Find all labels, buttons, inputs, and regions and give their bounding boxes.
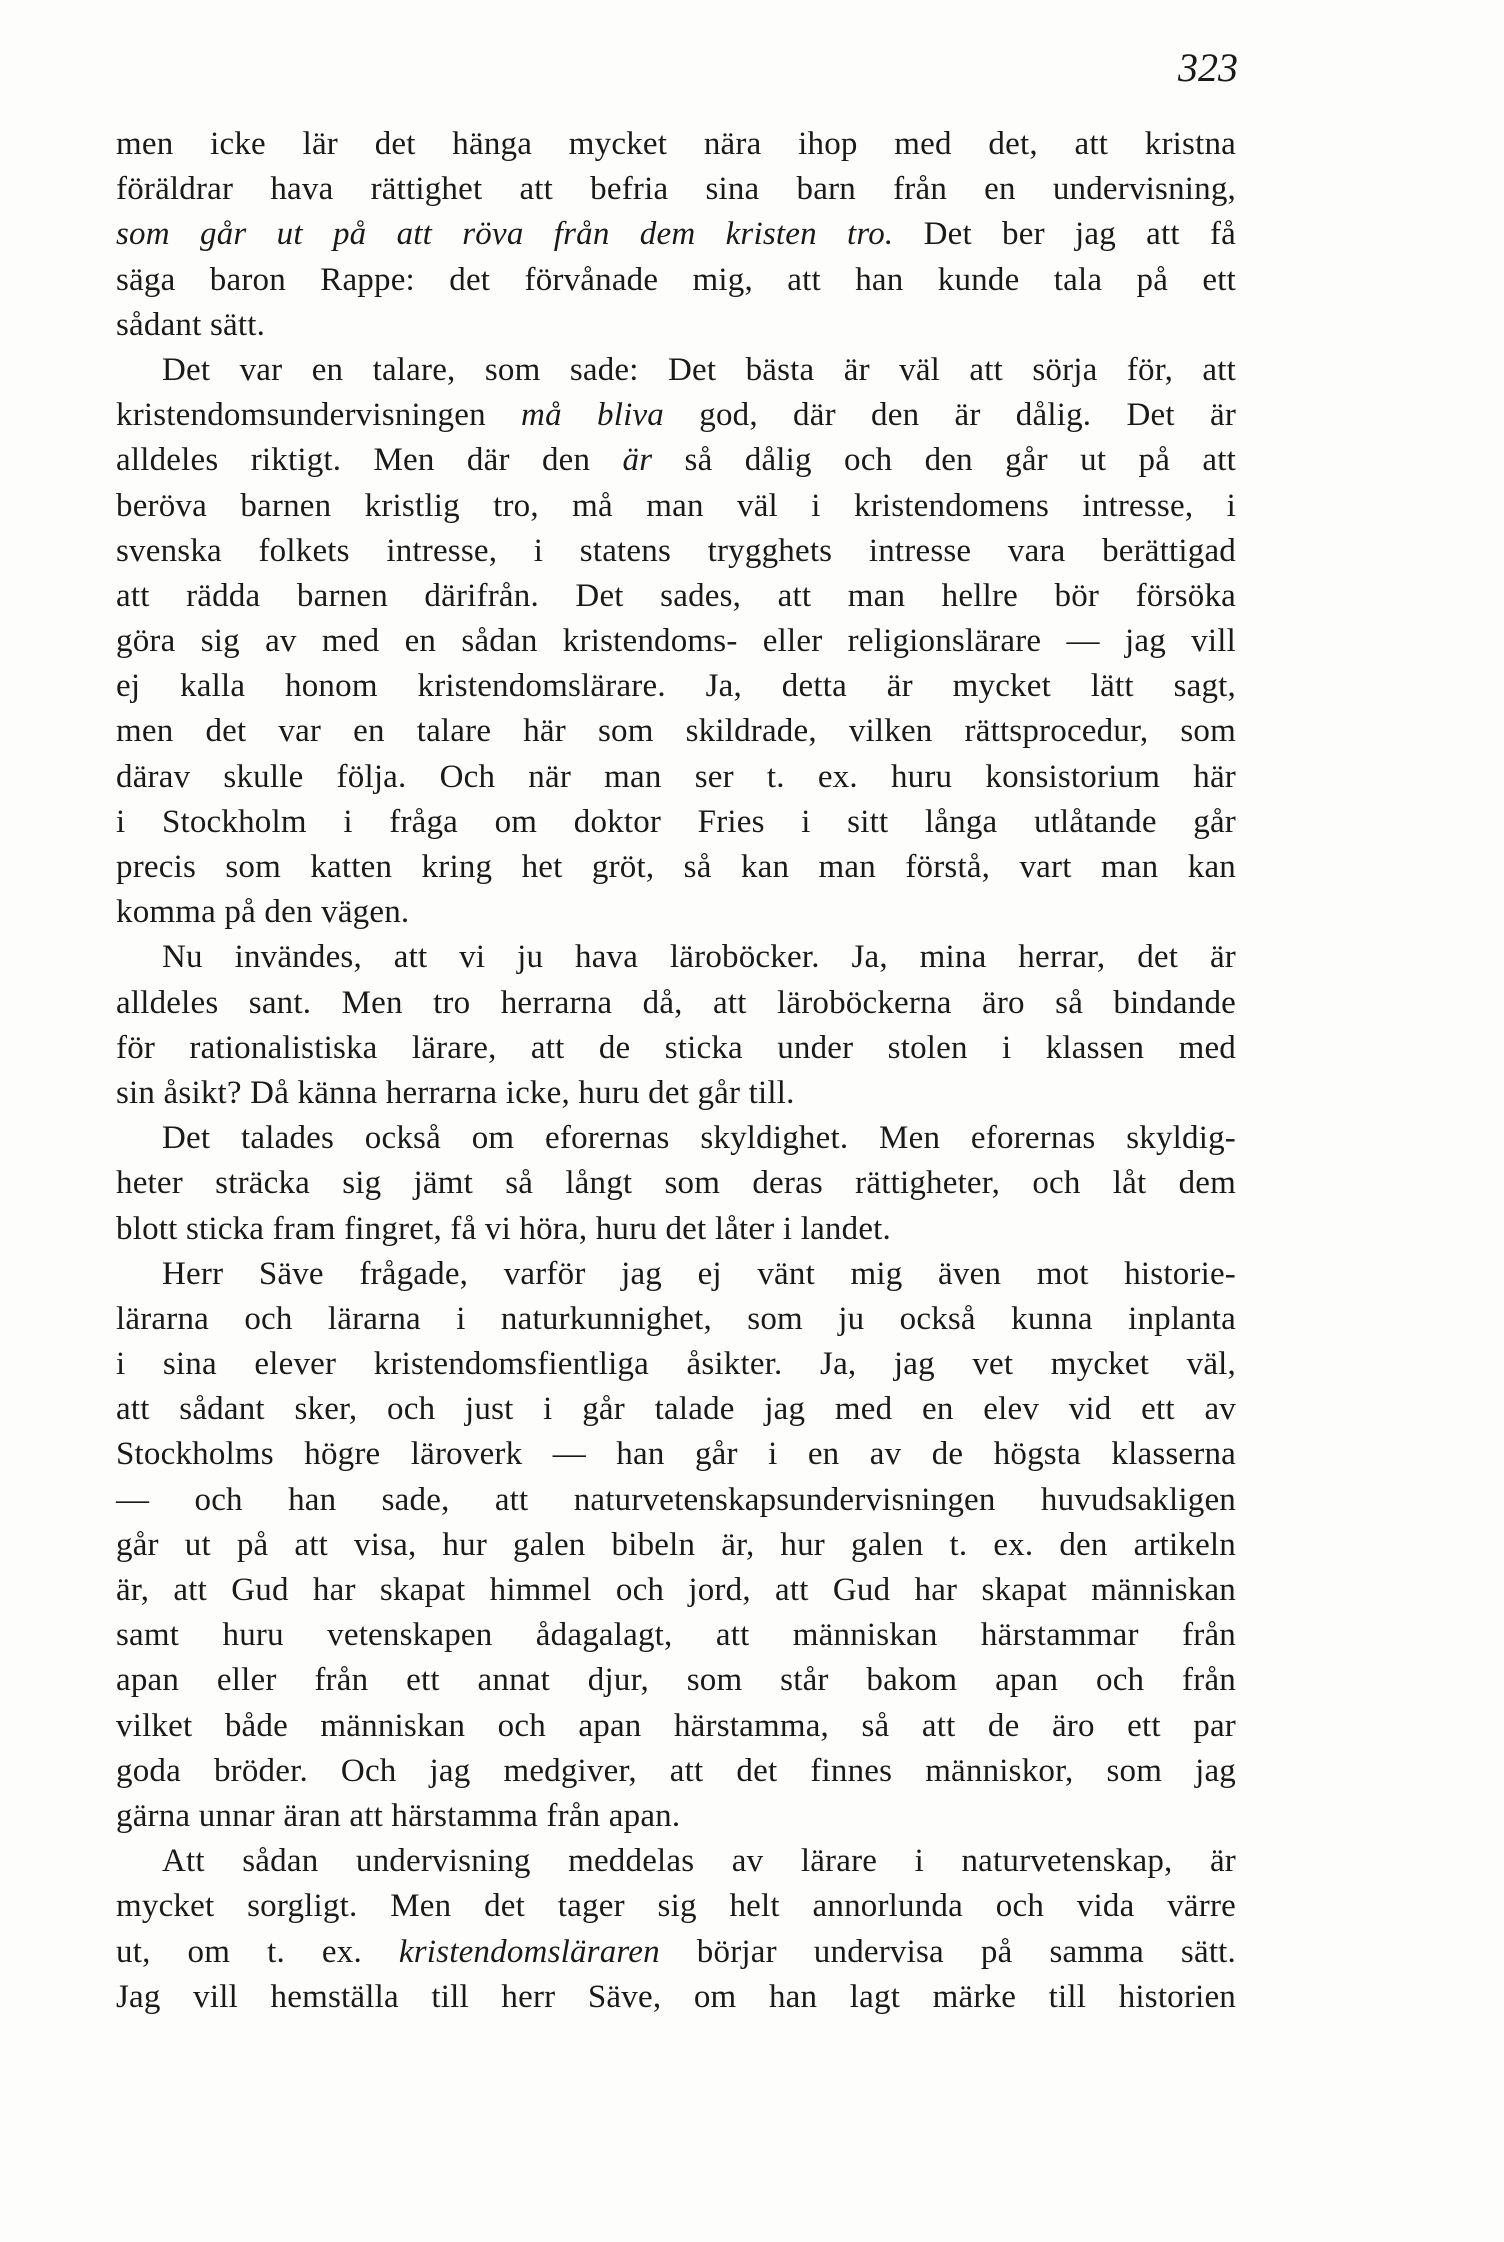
text-run: beröva barnen kristlig tro, må man väl i kristendomens intresse, i <box>116 487 1236 524</box>
text-run: sin åsikt? Då känna herrarna icke, huru det går till. <box>116 1074 795 1111</box>
text-line <box>116 845 1236 890</box>
text-run: Att sådan undervisning meddelas av lärare i naturvetenskap, är <box>162 1843 1236 1880</box>
text-line <box>116 755 1236 800</box>
text-run: vilket både människan och apan härstamma, så att de äro ett par <box>116 1707 1236 1744</box>
text-line <box>116 619 1236 664</box>
text-line <box>116 1658 1236 1703</box>
text-line <box>116 1387 1236 1432</box>
text-run: så dålig och den går ut på att <box>652 442 1236 479</box>
text-run: goda bröder. Och jag medgiver, att det finnes människor, som jag <box>116 1752 1236 1789</box>
text-run: apan eller från ett annat djur, som står bakom apan och från <box>116 1662 1236 1699</box>
text-run: Stockholms högre läroverk — han går i en av de högsta klasserna <box>116 1436 1236 1473</box>
text-line <box>116 1342 1236 1387</box>
text-line <box>116 1749 1236 1794</box>
text-run: för rationalistiska lärare, att de sticka under stolen i klassen med <box>116 1029 1236 1066</box>
text-line <box>116 1026 1236 1071</box>
italic-text: må bliva <box>521 397 665 434</box>
text-run: alldeles riktigt. Men där den <box>116 442 623 479</box>
text-line <box>116 1704 1236 1749</box>
text-run: går ut på att visa, hur galen bibeln är, hur galen t. ex. den artikeln <box>116 1526 1236 1563</box>
text-run: Det ber jag att få <box>893 216 1236 253</box>
text-run: mycket sorgligt. Men det tager sig helt annorlunda och vida värre <box>116 1888 1236 1925</box>
text-run: göra sig av med en sådan kristendoms- eller religionslärare — jag vill <box>116 623 1236 660</box>
text-line <box>116 1297 1236 1342</box>
text-line <box>116 574 1236 619</box>
text-run: i Stockholm i fråga om doktor Fries i sitt långa utlåtande går <box>116 803 1236 840</box>
text-line <box>116 1839 1236 1884</box>
text-run: sådant sätt. <box>116 306 266 343</box>
text-run: lärarna och lärarna i naturkunnighet, som ju också kunna inplanta <box>116 1300 1236 1337</box>
text-run: svenska folkets intresse, i statens trygghets intresse vara berättigad <box>116 532 1236 569</box>
text-line <box>116 529 1236 574</box>
text-run: gärna unnar äran att härstamma från apan. <box>116 1797 681 1834</box>
text-run: därav skulle följa. Och när man ser t. ex. huru konsistorium här <box>116 758 1236 795</box>
text-line <box>116 1071 1236 1116</box>
text-line <box>116 981 1236 1026</box>
text-line <box>116 664 1236 709</box>
text-run: ej kalla honom kristendomslärare. Ja, detta är mycket lätt sagt, <box>116 668 1236 705</box>
text-run: att rädda barnen därifrån. Det sades, att man hellre bör försöka <box>116 577 1236 614</box>
text-run: föräldrar hava rättighet att befria sina barn från en undervisning, <box>116 171 1236 208</box>
text-line <box>116 1207 1236 1252</box>
text-line <box>116 167 1236 212</box>
text-line <box>116 1161 1236 1206</box>
text-line <box>116 1975 1236 2020</box>
text-line <box>116 484 1236 529</box>
text-run: men icke lär det hänga mycket nära ihop med det, att kristna <box>116 126 1236 162</box>
text-run: är, att Gud har skapat himmel och jord, att Gud har skapat människan <box>116 1572 1236 1608</box>
italic-text: som går ut på att röva från dem kristen tro. <box>116 216 894 253</box>
body-text <box>116 122 1236 2020</box>
text-line <box>116 1116 1236 1161</box>
text-run: samt huru vetenskapen ådagalagt, att människan härstammar från <box>116 1617 1236 1654</box>
text-run: — och han sade, att naturvetenskapsundervisningen huvudsakligen <box>116 1481 1236 1518</box>
text-line <box>116 935 1236 980</box>
text-run: ut, om t. ex. <box>116 1933 399 1970</box>
italic-text: kristendomsläraren <box>398 1933 660 1970</box>
text-run: heter sträcka sig jämt så långt som deras rättigheter, och låt dem <box>116 1165 1236 1202</box>
text-run: börjar undervisa på samma sätt. <box>659 1933 1237 1970</box>
text-line <box>116 1252 1236 1297</box>
text-line <box>116 1432 1236 1477</box>
text-run: Jag vill hemställa till herr Säve, om han lagt märke till historien <box>116 1978 1236 2015</box>
text-run: men det var en talare här som skildrade, vilken rättsprocedur, som <box>116 713 1236 750</box>
text-line <box>116 1613 1236 1658</box>
text-run: precis som katten kring het gröt, så kan man förstå, vart man kan <box>116 849 1236 885</box>
page-number: 323 <box>1178 45 1238 90</box>
text-line <box>116 1478 1236 1523</box>
text-line <box>116 212 1236 257</box>
text-line <box>116 709 1236 754</box>
italic-text: är <box>622 442 653 479</box>
text-line <box>116 1523 1236 1568</box>
text-line <box>116 438 1236 483</box>
text-run: komma på den vägen. <box>116 894 410 931</box>
text-line <box>116 393 1236 438</box>
text-run: Nu invändes, att vi ju hava läroböcker. Ja, mina herrar, det är <box>162 939 1236 976</box>
text-run: alldeles sant. Men tro herrarna då, att läroböckerna äro så bindande <box>116 984 1236 1021</box>
text-run: i sina elever kristendomsfientliga åsikter. Ja, jag vet mycket väl, <box>116 1346 1236 1383</box>
text-line <box>116 1884 1236 1929</box>
text-run: Herr Säve frågade, varför jag ej vänt mig även mot historie- <box>162 1255 1236 1292</box>
text-line <box>116 303 1236 348</box>
text-line <box>116 890 1236 935</box>
text-run: säga baron Rappe: det förvånade mig, att han kunde tala på ett <box>116 261 1236 298</box>
text-line <box>116 348 1236 393</box>
text-line <box>116 800 1236 845</box>
text-run: Det talades också om eforernas skyldighet. Men eforernas skyldig- <box>162 1120 1236 1157</box>
text-line <box>116 122 1236 167</box>
text-line <box>116 1568 1236 1613</box>
text-line <box>116 1794 1236 1839</box>
text-run: blott sticka fram fingret, få vi höra, huru det låter i landet. <box>116 1210 891 1247</box>
text-run: Det var en talare, som sade: Det bästa är väl att sörja för, att <box>162 351 1236 388</box>
text-run: att sådant sker, och just i går talade jag med en elev vid ett av <box>116 1391 1236 1428</box>
text-run: kristendomsundervisningen <box>116 397 522 434</box>
text-line <box>116 258 1236 303</box>
text-run: god, där den är dålig. Det är <box>664 397 1237 434</box>
text-line <box>116 1930 1236 1975</box>
